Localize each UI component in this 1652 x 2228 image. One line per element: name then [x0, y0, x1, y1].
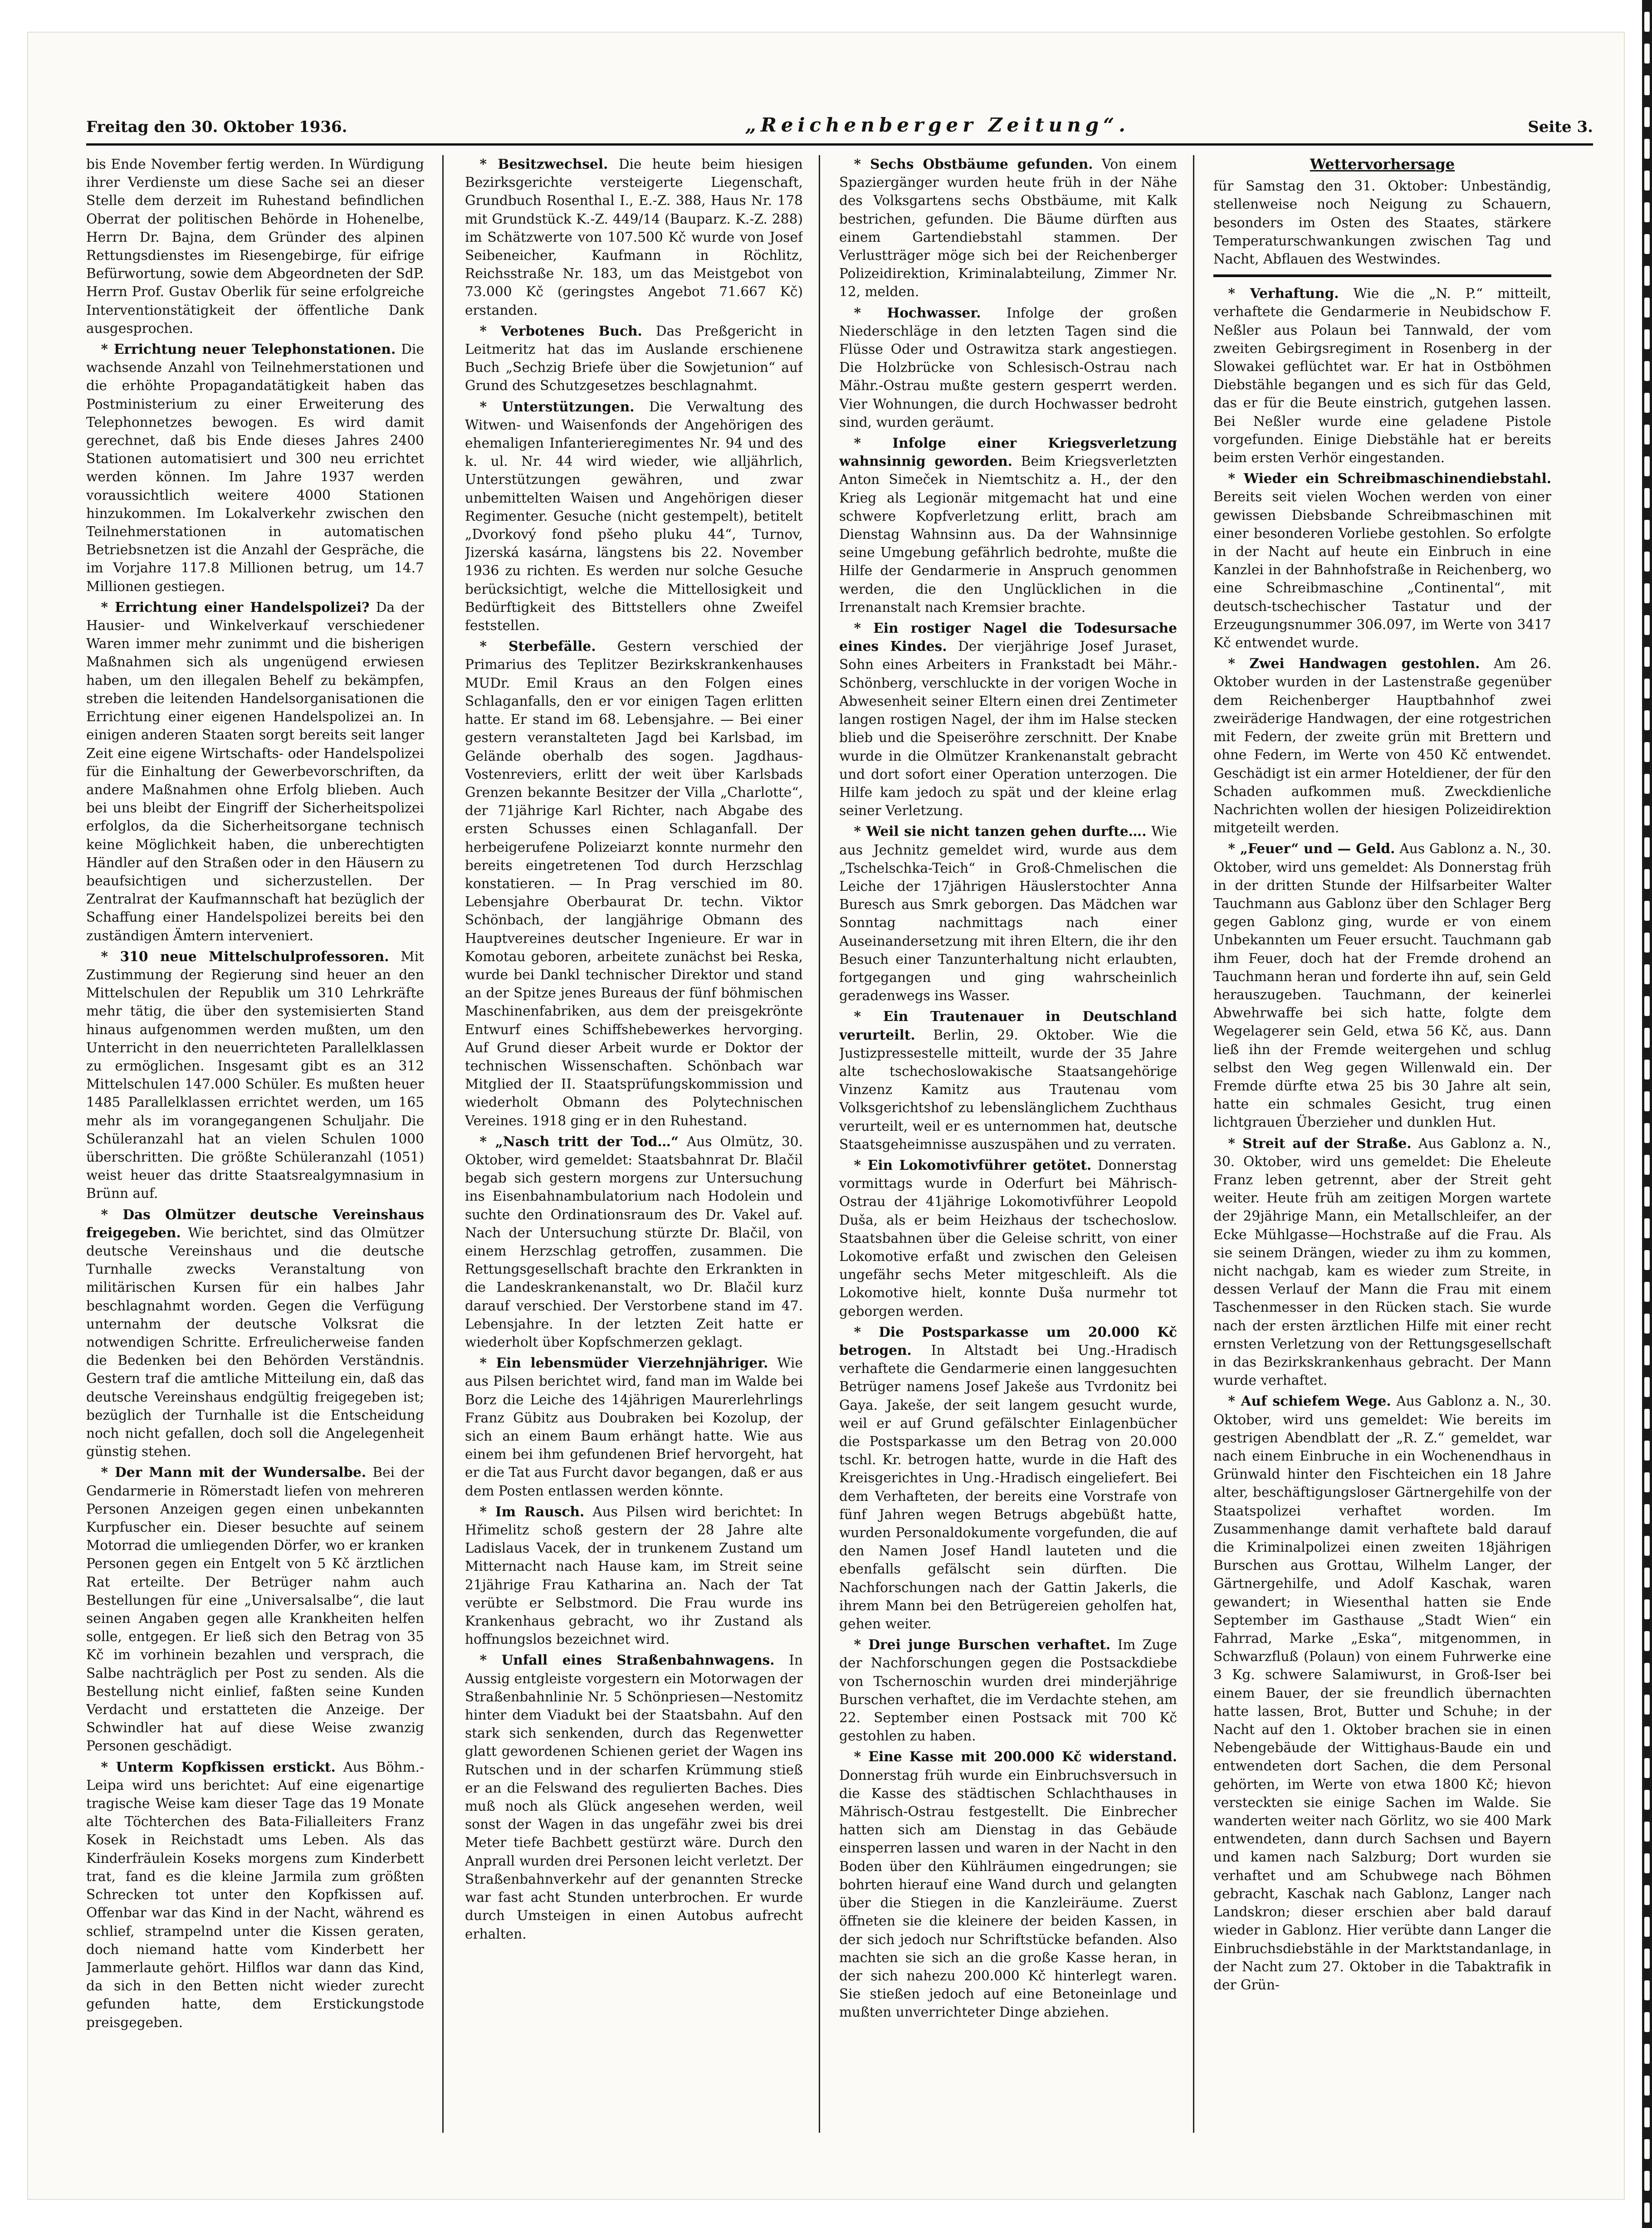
article-title: Die Postsparkasse um 20.000 Kč betrogen.: [839, 1324, 1177, 1358]
article-text: Die wachsende Anzahl von Teilnehmerstationen und die erhöhte Propagandatätigkeit haben das Postministerium zu einer Erweiterung des Telephonnetzes bewogen. Es wird damit gerechnet, daß bis Ende dieses Jahres 2400 Stationen automatisiert und 300 neu errichtet werden können. Im Jahre 1937 werden voraussichtlich weitere 4000 Stationen hinzukommen. Im Lokalverkehr zwischen den Teilnehmerstationen in automatischen Betriebsnetzen ist die Anzahl der Gespräche, die im Vorjahre 117.8 Millionen betrug, um 14.7 Millionen gestiegen.: [86, 342, 424, 594]
article: * Hochwasser. Infolge der großen Niederschläge in den letzten Tagen sind die Flüsse Oder und Ostrawitza stark angestiegen. Die Holzbrücke von Schlesisch-Ostrau nach Mähr.-Ostrau mußte gestern gesperrt werden. Vier Wohnungen, die durch Hochwasser bedroht sind, wurden geräumt.: [839, 304, 1177, 430]
article-title: Im Rausch.: [495, 1503, 585, 1520]
article-text: Aus Gablonz a. N., 30. Oktober, wird uns gemeldet: Als Donnerstag früh in der dritten Stunde der Hilfsarbeiter Walter Tauchmann aus Gablonz über den Schlager Berg gegen Gablonz ging, wurde er von einem Unbekannten um Feuer ersucht. Tauchmann gab ihm Feuer, doch hat der Fremde drohend an Tauchmann heran und forderte ihn auf, sein Geld herauszugeben. Tauchmann, der keinerlei Abwehrwaffe bei sich hatte, folgte dem Wegelagerer sein Geld, etwa 56 Kč, aus. Dann ließ ihn der Fremde weitergehen und schlug selbst den Weg gegen Willenwald ein. Der Fremde dürfte etwa 25 bis 30 Jahre alt sein, hatte ein schmales Gesicht, trug einen lichtgrauen Überzieher und dunklen Hut.: [1213, 841, 1551, 1130]
article-text: Bei der Gendarmerie in Römerstadt liefen von mehreren Personen Anzeigen gegen einen unbekannten Kurpfuscher ein. Dieser besuchte auf seinem Motorrad die umliegenden Dörfer, wo er kranken Personen gegen ein Entgelt von 5 Kč ärztlichen Rat erteilte. Der Betrüger nahm auch Bestellungen für eine „Universalsalbe“, die laut seinen Angaben gegen alle Krankheiten helfen solle, entgegen. Er ließ sich den Betrag von 35 Kč im vorhinein bezahlen und versprach, die Salbe nachträglich per Post zu senden. Als die Bestellung nicht einlief, faßten seine Kunden Verdacht und erstatteten die Anzeige. Der Schwindler hat auf diese Weise zwanzig Personen geschädigt.: [86, 1465, 424, 1754]
article-text: Wie aus Pilsen berichtet wird, fand man im Walde bei Borz die Leiche des 14jährigen Maurerlehrlings Franz Gübitz aus Doubraken bei Kozolup, der sich an einem Baum erhängt hatte. Wie aus einem bei ihm gefundenen Brief hervorgeht, hat er die Tat aus Furcht davor begangen, daß er aus dem Posten entlassen werden könnte.: [465, 1355, 803, 1499]
article: * Ein Lokomotivführer getötet. Donnerstag vormittags wurde in Oderfurt bei Mährisch-Ostrau der 41jährige Lokomotivführer Leopold Duša, als er beim Heizhaus der tschechoslow. Staatsbahnen über die Geleise schritt, von einer Lokomotive erfaßt und zwischen den Geleisen ungefähr sechs Meter mitgeschleift. Als die Lokomotive hielt, konnte Duša nurmehr tot geborgen werden.: [839, 1157, 1177, 1319]
article-text: Aus Gablonz a. N., 30. Oktober, wird uns gemeldet: Die Eheleute Franz leben getrennt, aber der Streit geht weiter. Heute früh am zeitigen Morgen wartete der 29jährige Mann, ein Metallschleifer, an der Ecke Mühlgasse—Hochstraße auf die Frau. Als sie seinem Drängen, wieder zu ihm zu kommen, nicht nachgab, kam es wieder zum Streite, in dessen Verlauf der Mann die Frau mit einem Taschenmesser in den Rücken stach. Sie wurde nach der ersten ärztlichen Hilfe mit einer recht ernsten Verletzung von der Rettungsgesellschaft in das Bezirkskrankenhaus gebracht. Der Mann wurde verhaftet.: [1213, 1135, 1551, 1388]
article: * Verhaftung. Wie die „N. P.“ mitteilt, verhaftete die Gendarmerie in Neubidschow F. Neßler aus Polaun bei Tannwald, der vom zweiten Gebirgsregiment in Rosenberg in der Slowakei geflüchtet war. Er hat in Ostböhmen Diebstähle begangen und es sich für das Geld, das er für die Beute einstrich, gutgehen lassen. Bei Neßler wurde eine geladene Pistole vorgefunden. Einige Diebstähle hat er bereits beim ersten Verhör eingestanden.: [1213, 285, 1551, 466]
article-text: Wie aus Jechnitz gemeldet wird, wurde aus dem „Tschelschka-Teich“ in Groß-Chmelischen die Leiche der 17jährigen Häuslerstochter Anna Buresch aus Smrk geborgen. Das Mädchen war Sonntag nachmittags nach einer Auseinandersetzung mit ihren Eltern, die ihr den Besuch einer Tanzunterhaltung nicht erlaubten, fortgegangen und ging wahrscheinlich geradenwegs ins Wasser.: [839, 824, 1177, 1004]
article-title: Verhaftung.: [1250, 285, 1339, 302]
column-4: [1213, 155, 1551, 2133]
article-text: Aus Olmütz, 30. Oktober, wird gemeldet: Staatsbahnrat Dr. Blačil begab sich gestern morgens zur Untersuchung ins Eisenbahnambulatorium nach Hodolein und suchte den Ordinationsraum des Dr. Vakel auf. Nach der Untersuchung stürzte Dr. Blačil, von einem Herzschlag getroffen, zusammen. Die Rettungsgesellschaft brachte den Erkrankten in die Landeskrankenanstalt, wo Dr. Blačil kurz darauf verschied. Der Verstorbene stand im 47. Lebensjahre. In der letzten Zeit hatte er wiederholt über Kopfschmerzen geklagt.: [465, 1134, 803, 1350]
article-text: Der vierjährige Josef Juraset, Sohn eines Arbeiters in Frankstadt bei Mähr.-Schönberg, verschluckte in der vorigen Woche in Abwesenheit seiner Eltern einen drei Zentimeter langen rostigen Nagel, der ihm im Halse stecken blieb und die Speiseröhre zerschnitt. Der Knabe wurde in die Olmützer Krankenanstalt gebracht und dort sofort einer Operation unterzogen. Die Hilfe kam jedoch zu spät und der kleine erlag seiner Verletzung.: [839, 639, 1177, 819]
article-text: Donnerstag vormittags wurde in Oderfurt bei Mährisch-Ostrau der 41jährige Lokomotivführer Leopold Duša, als er beim Heizhaus der tschechoslow. Staatsbahnen über die Geleise schritt, von einer Lokomotive erfaßt und zwischen den Geleisen ungefähr sechs Meter mitgeschleift. Als die Lokomotive hielt, konnte Duša nurmehr tot geborgen werden.: [839, 1157, 1177, 1319]
article: * Ein Trautenauer in Deutschland verurteilt. Berlin, 29. Oktober. Wie die Justizpressestelle mitteilt, wurde der 35 Jahre alte tschechoslowakische Staatsangehörige Vinzenz Kamitz aus Trautenau vom Volksgerichtshof zu lebenslänglichem Zuchthaus verurteilt, weil er es unternommen hat, deutsche Staatsgeheimnisse auszuspähen und zu verraten.: [839, 1008, 1177, 1152]
column-divider: [819, 155, 820, 2133]
article-title: Besitzwechsel.: [498, 156, 608, 172]
article-text: Das Preßgericht in Leitmeritz hat das im Auslande erschienene Buch „Sechzig Briefe über die Sowjetunion“ auf Grund des Schutzgesetzes beschlagnahmt.: [465, 323, 803, 394]
article-title: Auf schiefem Wege.: [1241, 1393, 1391, 1409]
article: * Drei junge Burschen verhaftet. Im Zuge der Nachforschungen gegen die Postsackdiebe von Tschernoschin wurden drei minderjährige Burschen verhaftet, die im Verdachte stehen, am 22. September einen Postsack mit 700 Kč gestohlen zu haben.: [839, 1637, 1177, 1744]
article-title: Hochwasser.: [887, 304, 981, 321]
article: * 310 neue Mittelschulprofessoren. Mit Zustimmung der Regierung sind heuer an den Mittelschulen der Republik um 310 Lehrkräfte mehr tätig, die über den systemisierten Stand hinaus aufgenommen werden mußten, um den Unterricht in den neuerrichteten Parallelklassen zu ermöglichen. Insgesamt gibt es an 312 Mittelschulen 147.000 Schüler. Es mußten heuer 1485 Parallelklassen errichtet werden, um 165 mehr als im vorangegangenen Schuljahr. Die Schüleranzahl hat an vielen Schulen 1000 überschritten. Die größte Schüleranzahl (1051) weist heuer das dritte Staatsrealgymnasium in Brünn auf.: [86, 948, 424, 1202]
article-text: Donnerstag früh wurde ein Einbruchsversuch in die Kasse des städtischen Schlachthauses in Mährisch-Ostrau festgestellt. Die Einbrecher hatten sich am Dienstag in das Gebäude einsperren lassen und waren in der Nacht in den Boden über den Kühlräumen eingedrungen; sie bohrten hierauf eine Wand durch und gelangten über die Stiegen in die Kanzleiräume. Zuerst öffneten sie die kleinere der beiden Kassen, in der sich jedoch nur Schriftstücke befanden. Also machten sie sich an die große Kasse heran, in der sich nahezu 200.000 Kč hinterlegt waren. Sie stießen jedoch auf eine Betoneinlage und mußten unverrichteter Dinge abziehen.: [839, 1767, 1177, 2020]
column-divider: [442, 155, 444, 2133]
article-title: Sechs Obstbäume gefunden.: [870, 156, 1093, 172]
article: * Weil sie nicht tanzen gehen durfte…. Wie aus Jechnitz gemeldet wird, wurde aus dem „Tschelschka-Teich“ in Groß-Chmelischen die Leiche der 17jährigen Häuslerstochter Anna Buresch aus Smrk geborgen. Das Mädchen war Sonntag nachmittags nach einer Auseinandersetzung mit ihren Eltern, die ihr den Besuch einer Tanzunterhaltung nicht erlaubten, fortgegangen und ging wahrscheinlich geradenwegs ins Wasser.: [839, 823, 1177, 1004]
weather-forecast: für Samstag den 31. Oktober: Unbeständig, stellenweise noch Neigung zu Schauern, besonders im Osten des Staates, stärkere Temperaturschwankungen zwischen Tag und Nacht, Abflauen des Westwindes.: [1213, 178, 1551, 267]
article-title: Wieder ein Schreibmaschinendiebstahl.: [1243, 470, 1551, 487]
article-title: Sterbefälle.: [508, 638, 596, 655]
article-text: Wie berichtet, sind das Olmützer deutsche Vereinshaus und die deutsche Turnhalle zwecks Veranstaltung von militärischen Kursen für ein halbes Jahr beschlagnahmt worden. Gegen die Verfügung unternahm der deutsche Volksrat die notwendigen Schritte. Erfreulicherweise fanden die Bedenken bei den Behörden Verständnis. Gestern traf die amtliche Mitteilung ein, daß das deutsche Vereinshaus endgültig freigegeben ist; bezüglich der Turnhalle ist die Entscheidung noch nicht gefallen, doch soll die Angelegenheit günstig stehen.: [86, 1225, 424, 1460]
article-text: In Aussig entgleiste vorgestern ein Motorwagen der Straßenbahnlinie Nr. 5 Schönpriesen—Nestomitz hinter dem Viadukt bei der Staatsbahn. Auf den stark sich senkenden, durch das Regenwetter glatt gewordenen Schienen geriet der Wagen ins Rutschen und in der scharfen Krümmung stieß er an die Felswand des regulierten Baches. Dies muß noch als Glück angesehen werden, weil sonst der Wagen in das ungefähr zwei bis drei Meter tiefe Bachbett gestürzt wäre. Durch den Anprall wurden drei Personen leicht verletzt. Der Straßenbahnverkehr auf der genannten Strecke war fast acht Stunden unterbrochen. Er wurde durch Umsteigen in einen Autobus aufrecht erhalten.: [465, 1652, 803, 1942]
article: * Sterbefälle. Gestern verschied der Primarius des Teplitzer Bezirkskrankenhauses MUDr. Emil Kraus an den Folgen eines Schlaganfalls, den er vor einigen Tagen erlitten hatte. Er stand im 68. Lebensjahre. — Bei einer gestern veranstalteten Jagd bei Karlsbad, im Gelände oberhalb des sogen. Jagdhaus-Vostenreviers, erlitt der weit über Karlsbads Grenzen bekannte Besitzer der Villa „Charlotte“, der 71jährige Karl Richter, nach Abgabe des ersten Schusses einen Schlaganfall. Der herbeigerufene Polizeiarzt konnte nurmehr den bereits eingetretenen Tod durch Herzschlag konstatieren. — In Prag verschied im 80. Lebensjahre Oberbaurat Dr. techn. Viktor Schönbach, der langjährige Obmann des Hauptvereines deutscher Ingenieure. Er war in Komotau geboren, arbeitete zunächst bei Reska, wurde bei Dankl technischer Direktor und stand an der Spitze jenes Bureaus der fünf böhmischen Maschinenfabriken, aus dem der preisgekrönte Entwurf eines Schiffshebewerkes hervorging. Auf Grund dieser Arbeit wurde er Doktor der technischen Wissenschaften. Schönbach war Mitglied der II. Staatsprüfungskommission und wiederholt Obmann des Polytechnischen Vereines. 1918 ging er in den Ruhestand.: [465, 638, 803, 1129]
article-title: Ein lebensmüder Vierzehnjähriger.: [496, 1355, 768, 1371]
page-header: [86, 109, 1593, 136]
article-continuation: [86, 155, 424, 337]
article-title: Eine Kasse mit 200.000 Kč widerstand.: [868, 1749, 1177, 1765]
article: * Besitzwechsel. Die heute beim hiesigen Bezirksgerichte versteigerte Liegenschaft, Grundbuch Rosenthal I., E.-Z. 388, Haus Nr. 178 mit Grundstück K.-Z. 449/14 (Bauparz. K.-Z. 288) im Schätzwerte von 107.500 Kč wurde von Josef Seibeneicher, Kaufmann in Röchlitz, Reichsstraße Nr. 183, um das Meistgebot von 73.000 Kč (geringstes Angebot 71.667 Kč) erstanden.: [465, 156, 803, 318]
scan-film-edge: [1642, 0, 1652, 2228]
article: * Zwei Handwagen gestohlen. Am 26. Oktober wurden in der Lastenstraße gegenüber dem Reichenberger Hauptbahnhof zwei zweiräderige Handwagen, der eine rotgestrichen mit Federn, der zweite grün mit Brettern und ohne Federn, im Werte von 450 Kč entwendet. Geschädigt ist ein armer Hoteldiener, der für den Schaden aufkommen muß. Zweckdienliche Nachrichten wollen der hiesigen Polizeidirektion mitgeteilt werden.: [1213, 655, 1551, 836]
article-title: „Feuer“ und — Geld.: [1240, 840, 1395, 857]
article-title: 310 neue Mittelschulprofessoren.: [120, 948, 389, 964]
article: * „Feuer“ und — Geld. Aus Gablonz a. N., 30. Oktober, wird uns gemeldet: Als Donnerstag früh in der dritten Stunde der Hilfsarbeiter Walter Tauchmann aus Gablonz über den Schlager Berg gegen Gablonz ging, wurde er von einem Unbekannten um Feuer ersucht. Tauchmann gab ihm Feuer, doch hat der Fremde drohend an Tauchmann heran und forderte ihn auf, sein Geld herauszugeben. Tauchmann, der keinerlei Abwehrwaffe bei sich hatte, folgte dem Wegelagerer sein Geld, etwa 56 Kč, aus. Dann ließ ihn der Fremde weitergehen und schlug selbst den Weg gegen Willenwald ein. Der Fremde dürfte etwa 25 bis 30 Jahre alt sein, hatte ein schmales Gesicht, trug einen lichtgrauen Überzieher und dunklen Hut.: [1213, 840, 1551, 1130]
article-text: bis Ende November fertig werden. In Würdigung ihrer Verdienste um diese Sache sei an dieser Stelle dem derzeit im Ruhestand befindlichen Oberrat der politischen Behörde in Hohenelbe, Herrn Dr. Bajna, dem Gründer des alpinen Rettungsdienstes im Riesengebirge, für eifrige Befürwortung, sowie dem Abgeordneten der SdP. Herrn Prof. Gustav Oberlik für seine erfolgreiche Interventionstätigkeit der öffentliche Dank ausgesprochen.: [86, 156, 424, 336]
article: * Unfall eines Straßenbahnwagens. In Aussig entgleiste vorgestern ein Motorwagen der Straßenbahnlinie Nr. 5 Schönpriesen—Nestomitz hinter dem Viadukt bei der Staatsbahn. Auf den stark sich senkenden, durch das Regenwetter glatt gewordenen Schienen geriet der Wagen ins Rutschen und in der scharfen Krümmung stieß er an die Felswand des regulierten Baches. Dies muß noch als Glück angesehen werden, weil sonst der Wagen in das ungefähr zwei bis drei Meter tiefe Bachbett gestürzt wäre. Durch den Anprall wurden drei Personen leicht verletzt. Der Straßenbahnverkehr auf der genannten Strecke war fast acht Stunden unterbrochen. Er wurde durch Umsteigen in einen Autobus aufrecht erhalten.: [465, 1652, 803, 1942]
newspaper-page: [27, 32, 1625, 2200]
article-text: Mit Zustimmung der Regierung sind heuer an den Mittelschulen der Republik um 310 Lehrkräfte mehr tätig, die über den systemisierten Stand hinaus aufgenommen werden mußten, um den Unterricht in den neuerrichteten Parallelklassen zu ermöglichen. Insgesamt gibt es an 312 Mittelschulen 147.000 Schüler. Es mußten heuer 1485 Parallelklassen errichtet werden, um 165 mehr als im vorangegangenen Schuljahr. Die Schüleranzahl hat an vielen Schulen 1000 überschritten. Die größte Schüleranzahl (1051) weist heuer das dritte Staatsrealgymnasium in Brünn auf.: [86, 948, 424, 1202]
article: * Verbotenes Buch. Das Preßgericht in Leitmeritz hat das im Auslande erschienene Buch „Sechzig Briefe über die Sowjetunion“ auf Grund des Schutzgesetzes beschlagnahmt.: [465, 322, 803, 394]
article: * Ein lebensmüder Vierzehnjähriger. Wie aus Pilsen berichtet wird, fand man im Walde bei Borz die Leiche des 14jährigen Maurerlehrlings Franz Gübitz aus Doubraken bei Kozolup, der sich an einem Baum erhängt hatte. Wie aus einem bei ihm gefundenen Brief hervorgeht, hat er die Tat aus Furcht davor begangen, daß er aus dem Posten entlassen werden könnte.: [465, 1355, 803, 1499]
article-text: Da der Hausier- und Winkelverkauf verschiedener Waren immer mehr zunimmt und die bisherigen Maßnahmen sich als ungenügend erwiesen haben, um den illegalen Behelf zu bekämpfen, streben die leitenden Handelsorganisationen die Errichtung einer eigenen Handelspolizei an. In einigen anderen Staaten sorgt bereits seit langer Zeit eine eigene Wirtschafts- oder Handelspolizei für die Einhaltung der Gewerbevorschriften, da andere Maßnahmen ohne Erfolg blieben. Auch bei uns bleibt der Eingriff der Sicherheitspolizei erfolglos, da die Sicherheitsorgane technisch keine Möglichkeit haben, die unberechtigten Händler auf den Straßen oder in den Häusern zu beaufsichtigen und sicherzustellen. Der Zentralrat der Kaufmannschaft hat bezüglich der Schaffung einer Handelspolizei bereits bei den zuständigen Ämtern interveniert.: [86, 599, 424, 943]
article-title: Unfall eines Straßenbahnwagens.: [501, 1652, 775, 1668]
article-title: Ein Lokomotivführer getötet.: [867, 1157, 1092, 1173]
article-text: Die Verwaltung des Witwen- und Waisenfonds der Angehörigen des ehemaligen Infanterieregimentes Nr. 94 und des k. ul. Nr. 44 wird wieder, wie alljährlich, Unterstützungen gewähren, und zwar unbemittelten Waisen und Angehörigen dieser Regimenter. Gesuche (nicht gestempelt), betitelt „Dvorkový fond pšeho pluku 44“, Turnov, Jizerská kasárna, längstens bis 22. November 1936 zu richten. Es werden nur solche Gesuche berücksichtigt, welche die Mittellosigkeit und Bedürftigkeit des Bittstellers ohne Zweifel feststellen.: [465, 399, 803, 634]
article-text: Wie die „N. P.“ mitteilt, verhaftete die Gendarmerie in Neubidschow F. Neßler aus Polaun bei Tannwald, der vom zweiten Gebirgsregiment in Rosenberg in der Slowakei geflüchtet war. Er hat in Ostböhmen Diebstähle begangen und es sich für das Geld, das er für die Beute einstrich, gutgehen lassen. Bei Neßler wurde eine geladene Pistole vorgefunden. Einige Diebstähle hat er bereits beim ersten Verhör eingestanden.: [1213, 286, 1551, 466]
article: * Infolge einer Kriegsverletzung wahnsinnig geworden. Beim Kriegsverletzten Anton Simeček in Niemtschitz a. H., der den Krieg als Legionär mitgemacht hat und eine schwere Kopfverletzung erlitt, brach am Dienstag Wahnsinn aus. Da der Wahnsinnige seine Umgebung gefährlich bedrohte, mußte die Hilfe der Gendarmerie in Anspruch genommen werden, die den Unglücklichen in die Irrenanstalt nach Kremsier brachte.: [839, 435, 1177, 615]
article-title: Unterstützungen.: [502, 398, 635, 415]
article-title: Ein Trautenauer in Deutschland verurteilt.: [839, 1008, 1177, 1043]
article-text: Bereits seit vielen Wochen werden von einer gewissen Diebsbande Schreibmaschinen mit einer besonderen Vorliebe gestohlen. So erfolgte in der Nacht auf heute ein Einbruch in eine Kanzlei in der Bahnhofstraße in Reichenberg, wo eine Schreibmaschine „Continental“, mit deutsch-tschechischer Tastatur und der Erzeugungsnummer 306.097, im Werte von 3417 Kč entwendet wurde.: [1213, 489, 1551, 651]
article: * Im Rausch. Aus Pilsen wird berichtet: In Hřimelitz schoß gestern der 28 Jahre alte Ladislaus Vacek, der in trunkenem Zustand um Mitternacht nach Hause kam, im Streit seine 21jährige Frau Katharina an. Nach der Tat verübte er Selbstmord. Die Frau wurde ins Krankenhaus gebracht, wo ihr Zustand als hoffnungslos bezeichnet wird.: [465, 1503, 803, 1647]
article: * Unterstützungen. Die Verwaltung des Witwen- und Waisenfonds der Angehörigen des ehemaligen Infanterieregimentes Nr. 94 und des k. ul. Nr. 44 wird wieder, wie alljährlich, Unterstützungen gewähren, und zwar unbemittelten Waisen und Angehörigen dieser Regimenter. Gesuche (nicht gestempelt), betitelt „Dvorkový fond pšeho pluku 44“, Turnov, Jizerská kasárna, längstens bis 22. November 1936 zu richten. Es werden nur solche Gesuche berücksichtigt, welche die Mittellosigkeit und Bedürftigkeit des Bittstellers ohne Zweifel feststellen.: [465, 398, 803, 634]
article-text: Gestern verschied der Primarius des Teplitzer Bezirkskrankenhauses MUDr. Emil Kraus an den Folgen eines Schlaganfalls, den er vor einigen Tagen erlitten hatte. Er stand im 68. Lebensjahre. — Bei einer gestern veranstalteten Jagd bei Karlsbad, im Gelände oberhalb des sogen. Jagdhaus-Vostenreviers, erlitt der weit über Karlsbads Grenzen bekannte Besitzer der Villa „Charlotte“, der 71jährige Karl Richter, nach Abgabe des ersten Schusses einen Schlaganfall. Der herbeigerufene Polizeiarzt konnte nurmehr den bereits eingetretenen Tod durch Herzschlag konstatieren. — In Prag verschied im 80. Lebensjahre Oberbaurat Dr. techn. Viktor Schönbach, der langjährige Obmann des Hauptvereines deutscher Ingenieure. Er war in Komotau geboren, arbeitete zunächst bei Reska, wurde bei Dankl technischer Direktor und stand an der Spitze jenes Bureaus der fünf böhmischen Maschinenfabriken, aus dem der preisgekrönte Entwurf eines Schiffshebewerkes hervorging. Auf Grund dieser Arbeit wurde er Doktor der technischen Wissenschaften. Schönbach war Mitglied der II. Staatsprüfungskommission und wiederholt Obmann des Polytechnischen Vereines. 1918 ging er in den Ruhestand.: [465, 639, 803, 1129]
masthead: „Reichenberger Zeitung“.: [745, 114, 1130, 136]
article: * Wieder ein Schreibmaschinendiebstahl. Bereits seit vielen Wochen werden von einer gewissen Diebsbande Schreibmaschinen mit einer besonderen Vorliebe gestohlen. So erfolgte in der Nacht auf heute ein Einbruch in eine Kanzlei in der Bahnhofstraße in Reichenberg, wo eine Schreibmaschine „Continental“, mit deutsch-tschechischer Tastatur und der Erzeugungsnummer 306.097, im Werte von 3417 Kč entwendet wurde.: [1213, 470, 1551, 651]
article-title: Das Olmützer deutsche Vereinshaus freigegeben.: [86, 1206, 424, 1241]
header-rule: [86, 143, 1593, 146]
article-text: In Altstadt bei Ung.-Hradisch verhaftete die Gendarmerie einen langgesuchten Betrüger namens Josef Jakeše aus Tvrdonitz bei Gaya. Jakeše, der seit langem gesucht wurde, weil er auf Grund gefälschter Einlagenbücher die Postsparkasse um den Betrag von 20.000 tschl. Kr. betrogen hatte, wurde in die Haft des Kreisgerichtes in Ung.-Hradisch eingeliefert. Bei dem Verhafteten, der bereits eine Vorstrafe von fünf Jahren wegen Betrugs abgebüßt hatte, wurden Personaldokumente vorgefunden, die auf den Namen Josef Handl lauteten und die ebenfalls gefälscht sein dürften. Die Nachforschungen nach der Gattin Jakerls, die ihrem Mann bei den Betrügereien geholfen hat, gehen weiter.: [839, 1343, 1177, 1632]
article-title: Errichtung einer Handelspolizei?: [115, 599, 370, 615]
article-text: Im Zuge der Nachforschungen gegen die Postsackdiebe von Tschernoschin wurden drei minderjährige Burschen verhaftet, die im Verdachte stehen, am 22. September einen Postsack mit 700 Kč gestohlen zu haben.: [839, 1637, 1177, 1744]
article: * Der Mann mit der Wundersalbe. Bei der Gendarmerie in Römerstadt liefen von mehreren Personen Anzeigen gegen einen unbekannten Kurpfuscher ein. Dieser besuchte auf seinem Motorrad die umliegenden Dörfer, wo er kranken Personen gegen ein Entgelt von 5 Kč ärztlichen Rat erteilte. Der Betrüger nahm auch Bestellungen für eine „Universalsalbe“, die laut seinen Angaben gegen alle Krankheiten helfen solle, entgegen. Er ließ sich den Betrag von 35 Kč im vorhinein bezahlen und versprach, die Salbe nachträglich per Post zu senden. Als die Bestellung nicht einlief, faßten seine Kunden Verdacht und erstatteten die Anzeige. Der Schwindler hat auf diese Weise zwanzig Personen geschädigt.: [86, 1464, 424, 1754]
article-title: Infolge einer Kriegsverletzung wahnsinnig geworden.: [839, 435, 1177, 469]
article: * „Nasch tritt der Tod…“ Aus Olmütz, 30. Oktober, wird gemeldet: Staatsbahnrat Dr. Blačil begab sich gestern morgens zur Untersuchung ins Eisenbahnambulatorium nach Hodolein und suchte den Ordinationsraum des Dr. Vakel auf. Nach der Untersuchung stürzte Dr. Blačil, von einem Herzschlag getroffen, zusammen. Die Rettungsgesellschaft brachte den Erkrankten in die Landeskrankenanstalt, wo Dr. Blačil kurz darauf verschied. Der Verstorbene stand im 47. Lebensjahre. In der letzten Zeit hatte er wiederholt über Kopfschmerzen geklagt.: [465, 1133, 803, 1350]
article: * Unterm Kopfkissen erstickt. Aus Böhm.-Leipa wird uns berichtet: Auf eine eigenartige tragische Weise kam dieser Tage das 19 Monate alte Töchterchen des Bata-Filialleiters Franz Kosek in Reichstadt ums Leben. Als das Kinderfräulein Koseks morgens zum Kinderbett trat, fand es die kleine Jarmila zum größten Schrecken tot unter den Kopfkissen auf. Offenbar war das Kind in der Nacht, während es schlief, strampelnd unter die Kissen geraten, doch niemand hatte vom Kinderbett her Jammerlaute gehört. Hilflos war dann das Kind, da sich in den Betten nicht wieder zurecht gefunden hatte, dem Erstickungstode preisgegeben.: [86, 1759, 424, 2030]
article-title: Zwei Handwagen gestohlen.: [1249, 655, 1480, 672]
article-title: Errichtung neuer Telephonstationen.: [113, 341, 396, 357]
article-text: Aus Gablonz a. N., 30. Oktober, wird uns gemeldet: Wie bereits im gestrigen Abendblatt der „R. Z.“ gemeldet, war nach einem Einbruche in ein Wochenendhaus in Grünwald hinter den Fischteichen ein 18 Jahre alter, beschäftigungsloser Gärtnergehilfe von der Staatspolizei verhaftet worden. Im Zusammenhange damit verhaftete bald darauf die Kriminalpolizei einen zweiten 18jährigen Burschen aus Grottau, Wilhelm Langer, der Gärtnergehilfe, und Adolf Kaschak, waren gewandert; in Wiesenthal hatten sie Ende September im Gasthause „Stadt Wien“ ein Fahrrad, Marke „Eska“, mitgenommen, in Schwarzfluß (Polaun) von einem Fuhrwerke eine 3 Kg. schwere Salamiwurst, in Groß-Iser bei einem Bauer, der sie freundlich übernachten hatte lassen, Brot, Butter und Schuhe; in der Nacht auf den 1. Oktober brachen sie in einen Nebengebäude der Wittighaus-Baude ein und entwendeten dort Sachen, die dem Personal gehörten, im Werte von etwa 1800 Kč; hievon versteckten sie einige Sachen im Walde. Sie wanderten weiter nach Görlitz, wo sie 400 Mark entwendeten, dann durch Sachsen und Bayern und kamen nach Salzburg; Dort wurden sie verhaftet und am Schubwege nach Böhmen gebracht, Kaschak nach Gablonz, Langer nach Landskron; dieser erschien aber bald darauf wieder in Gablonz. Hier verübte dann Langer die Einbruchsdiebstähle in der Marktstandanlage, in der Nacht zum 27. Oktober in die Tabaktrafik in der Grün-: [1213, 1393, 1551, 1993]
article: * Streit auf der Straße. Aus Gablonz a. N., 30. Oktober, wird uns gemeldet: Die Eheleute Franz leben getrennt, aber der Streit geht weiter. Heute früh am zeitigen Morgen wartete der 29jährige Mann, ein Metallschleifer, an der Ecke Mühlgasse—Hochstraße auf die Frau. Als sie seinem Drängen, wieder zu ihm zu kommen, nicht nachgab, kam es wieder zum Streite, in dessen Verlauf der Mann die Frau mit einem Taschenmesser in den Rücken stach. Sie wurde nach der ersten ärztlichen Hilfe mit einer recht ernsten Verletzung von der Rettungsgesellschaft in das Bezirkskrankenhaus gebracht. Der Mann wurde verhaftet.: [1213, 1135, 1551, 1388]
article: * Die Postsparkasse um 20.000 Kč betrogen. In Altstadt bei Ung.-Hradisch verhaftete die Gendarmerie einen langgesuchten Betrüger namens Josef Jakeše aus Tvrdonitz bei Gaya. Jakeše, der seit langem gesucht wurde, weil er auf Grund gefälschter Einlagenbücher die Postsparkasse um den Betrag von 20.000 tschl. Kr. betrogen hatte, wurde in die Haft des Kreisgerichtes in Ung.-Hradisch eingeliefert. Bei dem Verhafteten, der bereits eine Vorstrafe von fünf Jahren wegen Betrugs abgebüßt hatte, wurden Personaldokumente vorgefunden, die auf den Namen Josef Handl lauteten und die ebenfalls gefälscht sein dürften. Die Nachforschungen nach der Gattin Jakerls, die ihrem Mann bei den Betrügereien geholfen hat, gehen weiter.: [839, 1324, 1177, 1632]
article-title: Der Mann mit der Wundersalbe.: [115, 1464, 367, 1480]
issue-date: Freitag den 30. Oktober 1936.: [86, 118, 347, 136]
article-text: Am 26. Oktober wurden in der Lastenstraße gegenüber dem Reichenberger Hauptbahnhof zwei zweiräderige Handwagen, der eine rotgestrichen mit Federn, der zweite grün mit Brettern und ohne Federn, im Werte von 450 Kč entwendet. Geschädigt ist ein armer Hoteldiener, der für den Schaden aufkommen muß. Zweckdienliche Nachrichten wollen der hiesigen Polizeidirektion mitgeteilt werden.: [1213, 656, 1551, 836]
article: * Errichtung neuer Telephonstationen. Die wachsende Anzahl von Teilnehmerstationen und die erhöhte Propagandatätigkeit haben das Postministerium zu einer Erweiterung des Telephonnetzes bewogen. Es wird damit gerechnet, daß bis Ende dieses Jahres 2400 Stationen automatisiert und 300 neu errichtet werden können. Im Jahre 1937 werden voraussichtlich weitere 4000 Stationen hinzukommen. Im Lokalverkehr zwischen den Teilnehmerstationen in automatischen Betriebsnetzen ist die Anzahl der Gespräche, die im Vorjahre 117.8 Millionen betrug, um 14.7 Millionen gestiegen.: [86, 341, 424, 594]
article: * Das Olmützer deutsche Vereinshaus freigegeben. Wie berichtet, sind das Olmützer deutsche Vereinshaus und die deutsche Turnhalle zwecks Veranstaltung von militärischen Kursen für ein halbes Jahr beschlagnahmt worden. Gegen die Verfügung unternahm der deutsche Volksrat die notwendigen Schritte. Erfreulicherweise fanden die Bedenken bei den Behörden Verständnis. Gestern traf die amtliche Mitteilung ein, daß das deutsche Vereinshaus endgültig freigegeben ist; bezüglich der Turnhalle ist die Entscheidung noch nicht gefallen, doch soll die Angelegenheit günstig stehen.: [86, 1206, 424, 1460]
article-text: Infolge der großen Niederschläge in den letzten Tagen sind die Flüsse Oder und Ostrawitza stark angestiegen. Die Holzbrücke von Schlesisch-Ostrau nach Mähr.-Ostrau mußte gestern gesperrt werden. Vier Wohnungen, die durch Hochwasser bedroht sind, wurden geräumt.: [839, 305, 1177, 430]
article-text: Aus Böhm.-Leipa wird uns berichtet: Auf eine eigenartige tragische Weise kam dieser Tage das 19 Monate alte Töchterchen des Bata-Filialleiters Franz Kosek in Reichstadt ums Leben. Als das Kinderfräulein Koseks morgens zum Kinderbett trat, fand es die kleine Jarmila zum größten Schrecken tot unter den Kopfkissen auf. Offenbar war das Kind in der Nacht, während es schlief, strampelnd unter die Kissen geraten, doch niemand hatte vom Kinderbett her Jammerlaute gehört. Hilflos war dann das Kind, da sich in den Betten nicht wieder zurecht gefunden hatte, dem Erstickungstode preisgegeben.: [86, 1759, 424, 2030]
article-title: Ein rostiger Nagel die Todesursache eines Kindes.: [839, 620, 1177, 655]
article: * Eine Kasse mit 200.000 Kč widerstand. Donnerstag früh wurde ein Einbruchsversuch in die Kasse des städtischen Schlachthauses in Mährisch-Ostrau festgestellt. Die Einbrecher hatten sich am Dienstag in das Gebäude einsperren lassen und waren in der Nacht in den Boden über den Kühlräumen eingedrungen; sie bohrten hierauf eine Wand durch und gelangten über die Stiegen in die Kanzleiräume. Zuerst öffneten sie die kleinere der beiden Kassen, in der sich jedoch nur Schriftstücke befanden. Also machten sie sich an die große Kasse heran, in der sich nahezu 200.000 Kč hinterlegt waren. Sie stießen jedoch auf eine Betoneinlage und mußten unverrichteter Dinge abziehen.: [839, 1749, 1177, 2020]
article: * Errichtung einer Handelspolizei? Da der Hausier- und Winkelverkauf verschiedener Waren immer mehr zunimmt und die bisherigen Maßnahmen sich als ungenügend erwiesen haben, um den illegalen Behelf zu bekämpfen, streben die leitenden Handelsorganisationen die Errichtung einer eigenen Handelspolizei an. In einigen anderen Staaten sorgt bereits seit langer Zeit eine eigene Wirtschafts- oder Handelspolizei für die Einhaltung der Gewerbevorschriften, da andere Maßnahmen ohne Erfolg blieben. Auch bei uns bleibt der Eingriff der Sicherheitspolizei erfolglos, da die Sicherheitsorgane technisch keine Möglichkeit haben, die unberechtigten Händler auf den Straßen oder in den Häusern zu beaufsichtigen und sicherzustellen. Der Zentralrat der Kaufmannschaft hat bezüglich der Schaffung einer Handelspolizei bereits bei den zuständigen Ämtern interveniert.: [86, 599, 424, 943]
column-1: [86, 155, 424, 2133]
article: * Auf schiefem Wege. Aus Gablonz a. N., 30. Oktober, wird uns gemeldet: Wie bereits im gestrigen Abendblatt der „R. Z.“ gemeldet, war nach einem Einbruche in ein Wochenendhaus in Grünwald hinter den Fischteichen ein 18 Jahre alter, beschäftigungsloser Gärtnergehilfe von der Staatspolizei verhaftet worden. Im Zusammenhange damit verhaftete bald darauf die Kriminalpolizei einen zweiten 18jährigen Burschen aus Grottau, Wilhelm Langer, der Gärtnergehilfe, und Adolf Kaschak, waren gewandert; in Wiesenthal hatten sie Ende September im Gasthause „Stadt Wien“ ein Fahrrad, Marke „Eska“, mitgenommen, in Schwarzfluß (Polaun) von einem Fuhrwerke eine 3 Kg. schwere Salamiwurst, in Groß-Iser bei einem Bauer, der sie freundlich übernachten hatte lassen, Brot, Butter und Schuhe; in der Nacht auf den 1. Oktober brachen sie in einen Nebengebäude der Wittighaus-Baude ein und entwendeten dort Sachen, die dem Personal gehörten, im Werte von etwa 1800 Kč; hievon versteckten sie einige Sachen im Walde. Sie wanderten weiter nach Görlitz, wo sie 400 Mark entwendeten, dann durch Sachsen und Bayern und kamen nach Salzburg; Dort wurden sie verhaftet und am Schubwege nach Böhmen gebracht, Kaschak nach Gablonz, Langer nach Landskron; dieser erschien aber bald darauf wieder in Gablonz. Hier verübte dann Langer die Einbruchsdiebstähle in der Marktstandanlage, in der Nacht zum 27. Oktober in die Tabaktrafik in der Grün-: [1213, 1393, 1551, 1993]
article-title: Weil sie nicht tanzen gehen durfte….: [866, 823, 1147, 840]
article-text: Von einem Spaziergänger wurden heute früh in der Nähe des Volksgartens sechs Obstbäume, mit Kalk bestrichen, gefunden. Die Bäume dürften aus einem Gartendiebstahl stammen. Der Verlustträger möge sich bei der Reichenberger Polizeidirektion, Kriminalabteilung, Zimmer Nr. 12, melden.: [839, 156, 1177, 300]
column-2: [465, 155, 803, 2133]
article-text: Berlin, 29. Oktober. Wie die Justizpressestelle mitteilt, wurde der 35 Jahre alte tschechoslowakische Staatsangehörige Vinzenz Kamitz aus Trautenau vom Volksgerichtshof zu lebenslänglichem Zuchthaus verurteilt, weil er es unternommen hat, deutsche Staatsgeheimnisse auszuspähen und zu verraten.: [839, 1027, 1177, 1152]
article-text: Aus Pilsen wird berichtet: In Hřimelitz schoß gestern der 28 Jahre alte Ladislaus Vacek, der in trunkenem Zustand um Mitternacht nach Hause kam, im Streit seine 21jährige Frau Katharina an. Nach der Tat verübte er Selbstmord. Die Frau wurde ins Krankenhaus gebracht, wo ihr Zustand als hoffnungslos bezeichnet wird.: [465, 1504, 803, 1647]
page-number: Seite 3.: [1528, 118, 1593, 136]
article-title: Drei junge Burschen verhaftet.: [868, 1637, 1111, 1653]
article-text: Beim Kriegsverletzten Anton Simeček in Niemtschitz a. H., der den Krieg als Legionär mitgemacht hat und eine schwere Kopfverletzung erlitt, brach am Dienstag Wahnsinn aus. Da der Wahnsinnige seine Umgebung gefährlich bedrohte, mußte die Hilfe der Gendarmerie in Anspruch genommen werden, die den Unglücklichen in die Irrenanstalt nach Kremsier brachte.: [839, 454, 1177, 615]
article: * Sechs Obstbäume gefunden. Von einem Spaziergänger wurden heute früh in der Nähe des Volksgartens sechs Obstbäume, mit Kalk bestrichen, gefunden. Die Bäume dürften aus einem Gartendiebstahl stammen. Der Verlustträger möge sich bei der Reichenberger Polizeidirektion, Kriminalabteilung, Zimmer Nr. 12, melden.: [839, 156, 1177, 300]
column-divider: [1193, 155, 1194, 2133]
article-title: Unterm Kopfkissen erstickt.: [116, 1759, 336, 1775]
article-text: Die heute beim hiesigen Bezirksgerichte versteigerte Liegenschaft, Grundbuch Rosenthal I., E.-Z. 388, Haus Nr. 178 mit Grundstück K.-Z. 449/14 (Bauparz. K.-Z. 288) im Schätzwerte von 107.500 Kč wurde von Josef Seibeneicher, Kaufmann in Röchlitz, Reichsstraße Nr. 183, um das Meistgebot von 73.000 Kč (geringstes Angebot 71.667 Kč) erstanden.: [465, 156, 803, 318]
article-title: „Nasch tritt der Tod…“: [495, 1133, 679, 1149]
article-title: Verbotenes Buch.: [500, 322, 642, 339]
article: * Ein rostiger Nagel die Todesursache eines Kindes. Der vierjährige Josef Juraset, Sohn eines Arbeiters in Frankstadt bei Mähr.-Schönberg, verschluckte in der vorigen Woche in Abwesenheit seiner Eltern einen drei Zentimeter langen rostigen Nagel, der ihm im Halse stecken blieb und die Speiseröhre zerschnitt. Der Knabe wurde in die Olmützer Krankenanstalt gebracht und dort sofort einer Operation unterzogen. Die Hilfe kam jedoch zu spät und der kleine erlag seiner Verletzung.: [839, 620, 1177, 819]
article-title: Streit auf der Straße.: [1242, 1135, 1412, 1151]
column-3: [839, 155, 1177, 2133]
section-rule: [1213, 274, 1551, 277]
weather-title: Wettervorhersage: [1310, 156, 1455, 173]
